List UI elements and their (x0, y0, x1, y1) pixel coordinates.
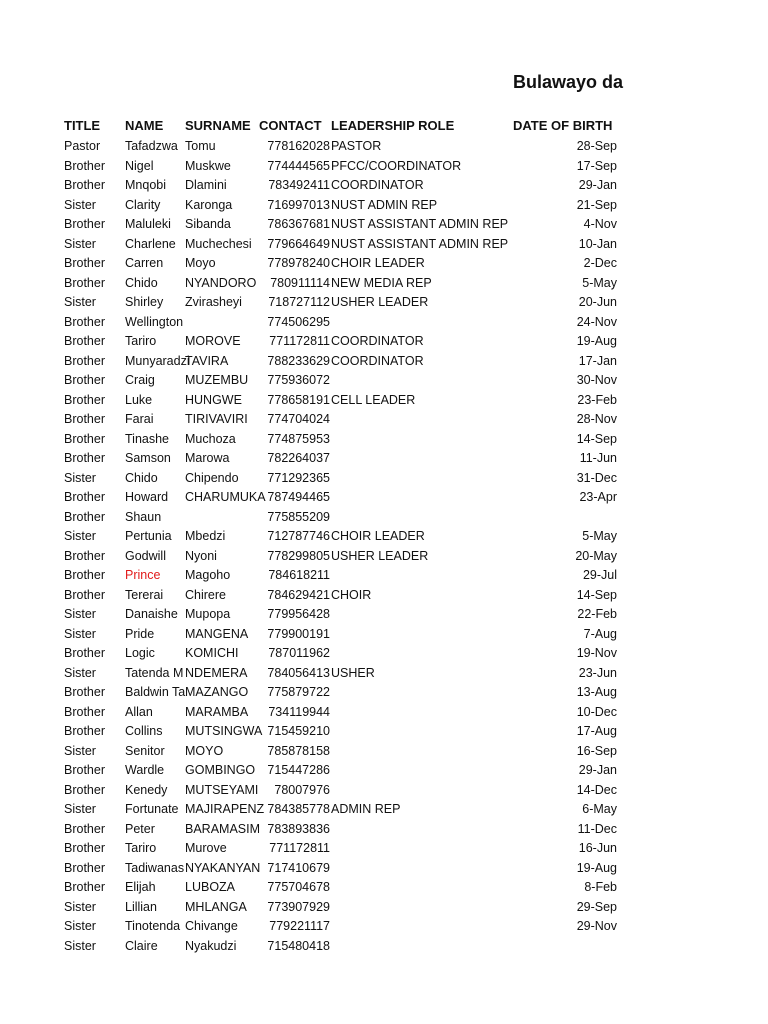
surname-cell: Mupopa (185, 607, 231, 621)
surname-cell: Magoho (185, 568, 231, 582)
contact-cell: 712787746 (267, 529, 330, 543)
title-cell: Sister (64, 665, 96, 680)
date-of-birth-cell: 13-Aug (576, 685, 617, 699)
surname-cell: MUTSEYAMI (185, 782, 259, 797)
date-of-birth-cell: 6-May (582, 802, 617, 816)
name-cell: Elijah (125, 880, 156, 894)
title-cell: Sister (64, 295, 96, 309)
contact-cell: 775879722 (267, 685, 330, 699)
title-cell: Brother (64, 841, 105, 855)
table-row (0, 605, 768, 625)
table-row (0, 742, 768, 762)
name-cell: Tariro (125, 334, 157, 348)
leadership-role-cell: PASTOR (331, 139, 382, 153)
table-row (0, 566, 768, 586)
date-of-birth-cell: 14-Dec (576, 782, 617, 797)
surname-cell: Muchoza (185, 431, 236, 446)
surname-cell: Sibanda (185, 217, 231, 231)
name-cell: Carren (125, 256, 164, 270)
surname-cell: LUBOZA (185, 880, 236, 894)
table-row (0, 820, 768, 840)
date-of-birth-cell: 11-Dec (577, 821, 617, 836)
table-row (0, 761, 768, 781)
date-of-birth-cell: 4-Nov (583, 217, 617, 231)
name-cell: Howard (125, 490, 169, 504)
date-of-birth-cell: 19-Aug (576, 334, 617, 348)
surname-cell: Murove (185, 841, 227, 855)
date-of-birth-cell: 16-Sep (576, 743, 617, 758)
contact-cell: 780911114 (270, 275, 330, 290)
name-cell: Logic (125, 646, 155, 660)
date-of-birth-cell: 14-Sep (576, 587, 617, 602)
name-cell: Tadiwanas (125, 860, 185, 875)
table-row (0, 878, 768, 898)
leadership-role-cell: COORDINATOR (331, 178, 424, 192)
name-cell: Nigel (125, 158, 154, 173)
surname-cell: MARAMBA (185, 704, 249, 719)
contact-cell: 716997013 (267, 197, 330, 212)
title-cell: Sister (64, 919, 96, 933)
name-cell: Tinotenda (125, 919, 181, 933)
surname-cell: MANGENA (185, 626, 249, 641)
contact-cell: 783492411 (268, 178, 330, 192)
name-cell: Wardle (125, 763, 165, 777)
contact-cell: 718727112 (268, 295, 330, 309)
contact-cell: 775855209 (267, 509, 330, 524)
contact-cell: 785878158 (267, 743, 330, 758)
leadership-role-cell: USHER LEADER (331, 548, 429, 563)
date-of-birth-cell: 5-May (582, 529, 617, 543)
title-cell: Brother (64, 587, 105, 602)
table-row (0, 430, 768, 450)
table-row (0, 898, 768, 918)
date-of-birth-cell: 8-Feb (584, 880, 617, 894)
date-of-birth-cell: 23-Apr (579, 490, 617, 504)
date-of-birth-cell: 29-Jul (582, 568, 617, 582)
name-cell: Tererai (125, 587, 164, 602)
date-of-birth-cell: 19-Aug (576, 860, 617, 875)
contact-cell: 787494465 (267, 490, 330, 504)
leadership-role-cell: USHER LEADER (331, 295, 429, 309)
leadership-role-cell: NUST ASSISTANT ADMIN REP (331, 217, 509, 231)
surname-cell: Marowa (185, 451, 230, 465)
table-row (0, 644, 768, 664)
name-cell: Samson (125, 451, 171, 465)
title-cell: Sister (64, 529, 96, 543)
date-of-birth-cell: 29-Jan (578, 763, 617, 777)
name-cell: Maluleki (125, 217, 171, 231)
name-cell: Pertunia (125, 529, 172, 543)
table-row (0, 254, 768, 274)
date-of-birth-cell: 21-Sep (576, 197, 617, 212)
table-row (0, 449, 768, 469)
title-cell: Brother (64, 217, 105, 231)
surname-cell: Chirere (185, 587, 226, 602)
leadership-role-cell: NEW MEDIA REP (331, 275, 432, 290)
leadership-role-cell: CELL LEADER (331, 392, 416, 407)
date-of-birth-cell: 23-Feb (577, 392, 617, 407)
contact-cell: 774875953 (267, 431, 330, 446)
title-cell: Brother (64, 431, 105, 446)
header-name: NAME (125, 118, 164, 133)
surname-cell: MUZEMBU (185, 373, 249, 387)
date-of-birth-cell: 31-Dec (576, 470, 617, 485)
contact-cell: 78007976 (274, 782, 330, 797)
surname-cell: NDEMERA (185, 665, 248, 680)
table-row (0, 917, 768, 937)
name-cell: Charlene (125, 236, 176, 251)
table-row (0, 937, 768, 957)
leadership-role-cell: COORDINATOR (331, 353, 424, 368)
table-row (0, 839, 768, 859)
table-row (0, 722, 768, 742)
surname-cell: MOYO (185, 743, 224, 758)
title-cell: Brother (64, 275, 105, 290)
surname-cell: Tomu (185, 139, 216, 153)
name-cell: Senitor (125, 743, 165, 758)
name-cell: Luke (125, 392, 153, 407)
contact-cell: 771172811 (269, 334, 330, 348)
date-of-birth-cell: 5-May (582, 275, 617, 290)
surname-cell: TAVIRA (185, 353, 229, 368)
surname-cell: Zvirasheyi (185, 295, 242, 309)
contact-cell: 778658191 (267, 392, 330, 407)
contact-cell: 778162028 (267, 139, 330, 153)
surname-cell: CHARUMUKA (185, 490, 266, 504)
surname-cell: MAZANGO (185, 685, 249, 699)
title-cell: Brother (64, 334, 105, 348)
table-row (0, 176, 768, 196)
contact-cell: 771292365 (267, 470, 330, 485)
header-date-of-birth: DATE OF BIRTH (513, 118, 613, 133)
leadership-role-cell: NUST ASSISTANT ADMIN REP (331, 236, 509, 251)
header-title: TITLE (64, 118, 101, 133)
leadership-role-cell: CHOIR (331, 587, 372, 602)
title-cell: Brother (64, 373, 105, 387)
title-cell: Brother (64, 880, 105, 894)
title-cell: Brother (64, 646, 105, 660)
contact-cell: 771172811 (269, 841, 330, 855)
title-cell: Sister (64, 938, 96, 953)
surname-cell: BARAMASIM (185, 821, 261, 836)
name-cell: Tariro (125, 841, 157, 855)
leadership-role-cell: NUST ADMIN REP (331, 197, 438, 212)
name-cell: Pride (125, 626, 155, 641)
title-cell: Brother (64, 178, 105, 192)
header-surname: SURNAME (185, 118, 251, 133)
title-cell: Pastor (64, 139, 101, 153)
title-cell: Sister (64, 626, 96, 641)
contact-cell: 773907929 (267, 899, 330, 914)
table-row (0, 859, 768, 879)
contact-cell: 783893836 (267, 821, 330, 836)
contact-cell: 786367681 (267, 217, 330, 231)
surname-cell: GOMBINGO (185, 763, 256, 777)
title-cell: Brother (64, 509, 105, 524)
title-cell: Brother (64, 392, 105, 407)
date-of-birth-cell: 29-Nov (576, 919, 617, 933)
contact-cell: 779900191 (267, 626, 330, 641)
surname-cell: MOROVE (185, 334, 241, 348)
title-cell: Sister (64, 236, 96, 251)
contact-cell: 715459210 (267, 724, 330, 738)
name-cell: Baldwin Ta (125, 685, 186, 699)
contact-cell: 779221117 (269, 919, 330, 933)
date-of-birth-cell: 24-Nov (576, 314, 617, 329)
surname-cell: Muchechesi (185, 236, 252, 251)
name-cell: Tafadzwa (125, 139, 178, 153)
table-row (0, 157, 768, 177)
title-cell: Sister (64, 607, 96, 621)
title-cell: Brother (64, 724, 105, 738)
title-cell: Brother (64, 314, 105, 329)
surname-cell: NYANDORO (185, 275, 257, 290)
table-row (0, 703, 768, 723)
table-row (0, 800, 768, 820)
surname-cell: Dlamini (185, 178, 227, 192)
table-row (0, 683, 768, 703)
title-cell: Brother (64, 353, 105, 368)
date-of-birth-cell: 17-Aug (576, 724, 617, 738)
leadership-role-cell: CHOIR LEADER (331, 256, 425, 270)
contact-cell: 784629421 (267, 587, 330, 602)
name-cell: Tinashe (125, 431, 170, 446)
name-cell: Peter (125, 821, 155, 836)
leadership-role-cell: ADMIN REP (331, 802, 401, 816)
table-row (0, 625, 768, 645)
date-of-birth-cell: 19-Nov (576, 646, 617, 660)
title-cell: Brother (64, 763, 105, 777)
table-row (0, 196, 768, 216)
title-cell: Brother (64, 490, 105, 504)
contact-cell: 774704024 (267, 412, 330, 426)
table-row (0, 586, 768, 606)
title-cell: Brother (64, 548, 105, 563)
name-cell: Shaun (125, 509, 162, 524)
title-cell: Brother (64, 568, 105, 582)
contact-cell: 779664649 (267, 236, 330, 251)
title-cell: Sister (64, 802, 96, 816)
name-cell: Godwill (125, 548, 166, 563)
table-row (0, 215, 768, 235)
table-row (0, 469, 768, 489)
contact-cell: 715480418 (267, 938, 330, 953)
table-row (0, 547, 768, 567)
date-of-birth-cell: 29-Sep (576, 899, 617, 914)
table-row (0, 313, 768, 333)
name-cell: Danaishe (125, 607, 178, 621)
surname-cell: Mbedzi (185, 529, 226, 543)
date-of-birth-cell: 17-Jan (578, 353, 617, 368)
table-row (0, 664, 768, 684)
name-cell: Clarity (125, 197, 161, 212)
name-cell: Fortunate (125, 802, 179, 816)
date-of-birth-cell: 28-Sep (576, 139, 617, 153)
contact-cell: 775704678 (267, 880, 330, 894)
surname-cell: NYAKANYAN (185, 860, 261, 875)
contact-cell: 784618211 (268, 568, 330, 582)
table-row (0, 508, 768, 528)
date-of-birth-cell: 2-Dec (583, 256, 617, 270)
name-cell: Shirley (125, 295, 164, 309)
name-cell: Chido (125, 275, 158, 290)
contact-cell: 788233629 (267, 353, 330, 368)
table-row (0, 137, 768, 157)
table-row (0, 391, 768, 411)
header-contact: CONTACT (259, 118, 322, 133)
date-of-birth-cell: 17-Sep (576, 158, 617, 173)
header-leadership-role: LEADERSHIP ROLE (331, 118, 455, 133)
table-row (0, 781, 768, 801)
title-cell: Brother (64, 860, 105, 875)
contact-cell: 784056413 (267, 665, 330, 680)
table-row (0, 332, 768, 352)
contact-cell: 715447286 (267, 763, 330, 777)
surname-cell: Nyakudzi (185, 938, 237, 953)
contact-cell: 774444565 (267, 158, 330, 173)
date-of-birth-cell: 11-Jun (579, 451, 617, 465)
leadership-role-cell: CHOIR LEADER (331, 529, 425, 543)
contact-cell: 778299805 (267, 548, 330, 563)
contact-cell: 787011962 (268, 646, 330, 660)
contact-cell: 779956428 (267, 607, 330, 621)
contact-cell: 778978240 (267, 256, 330, 270)
table-row (0, 488, 768, 508)
surname-cell: TIRIVAVIRI (185, 412, 248, 426)
title-cell: Brother (64, 782, 105, 797)
contact-cell: 782264037 (267, 451, 330, 465)
table-row (0, 352, 768, 372)
surname-cell: KOMICHI (185, 646, 239, 660)
date-of-birth-cell: 22-Feb (577, 607, 617, 621)
title-cell: Brother (64, 256, 105, 270)
table-row (0, 527, 768, 547)
surname-cell: HUNGWE (185, 392, 242, 407)
table-row (0, 293, 768, 313)
surname-cell: MUTSINGWA (185, 724, 263, 738)
contact-cell: 784385778 (267, 802, 330, 816)
surname-cell: Karonga (185, 197, 233, 212)
surname-cell: Muskwe (185, 158, 231, 173)
surname-cell: MHLANGA (185, 899, 247, 914)
title-cell: Sister (64, 743, 96, 758)
contact-cell: 774506295 (267, 314, 330, 329)
leadership-role-cell: COORDINATOR (331, 334, 424, 348)
title-cell: Sister (64, 899, 96, 914)
date-of-birth-cell: 29-Jan (578, 178, 617, 192)
surname-cell: Moyo (185, 256, 216, 270)
title-cell: Sister (64, 197, 96, 212)
name-cell: Tatenda M (125, 665, 184, 680)
name-cell: Munyaradzi (125, 353, 190, 368)
name-cell: Prince (125, 568, 161, 582)
leadership-role-cell: PFCC/COORDINATOR (331, 158, 462, 173)
title-cell: Brother (64, 821, 105, 836)
contact-cell: 717410679 (267, 860, 330, 875)
title-cell: Brother (64, 158, 105, 173)
name-cell: Craig (125, 373, 155, 387)
title-cell: Sister (64, 470, 96, 485)
date-of-birth-cell: 10-Dec (576, 704, 617, 719)
name-cell: Chido (125, 470, 158, 485)
date-of-birth-cell: 20-Jun (578, 295, 617, 309)
name-cell: Farai (125, 412, 154, 426)
table-row (0, 235, 768, 255)
table-row (0, 410, 768, 430)
date-of-birth-cell: 7-Aug (583, 626, 617, 641)
name-cell: Collins (125, 724, 163, 738)
name-cell: Mnqobi (125, 178, 166, 192)
name-cell: Claire (125, 938, 158, 953)
date-of-birth-cell: 14-Sep (576, 431, 617, 446)
date-of-birth-cell: 16-Jun (578, 841, 617, 855)
sheet-title: Bulawayo da (513, 72, 624, 92)
date-of-birth-cell: 30-Nov (576, 373, 617, 387)
date-of-birth-cell: 20-May (575, 548, 617, 563)
title-cell: Brother (64, 704, 105, 719)
table-row (0, 371, 768, 391)
surname-cell: Chipendo (185, 470, 239, 485)
surname-cell: Chivange (185, 919, 238, 933)
date-of-birth-cell: 28-Nov (576, 412, 617, 426)
date-of-birth-cell: 23-Jun (578, 665, 617, 680)
table-row (0, 274, 768, 294)
title-cell: Brother (64, 412, 105, 426)
leadership-role-cell: USHER (331, 665, 375, 680)
date-of-birth-cell: 10-Jan (578, 236, 617, 251)
name-cell: Wellington (125, 314, 184, 329)
name-cell: Allan (125, 704, 153, 719)
name-cell: Lillian (125, 899, 157, 914)
contact-cell: 734119944 (268, 704, 330, 719)
title-cell: Brother (64, 685, 105, 699)
surname-cell: Nyoni (185, 548, 217, 563)
contact-cell: 775936072 (267, 373, 330, 387)
title-cell: Brother (64, 451, 105, 465)
surname-cell: MAJIRAPENZ (185, 802, 265, 816)
name-cell: Kenedy (125, 782, 168, 797)
